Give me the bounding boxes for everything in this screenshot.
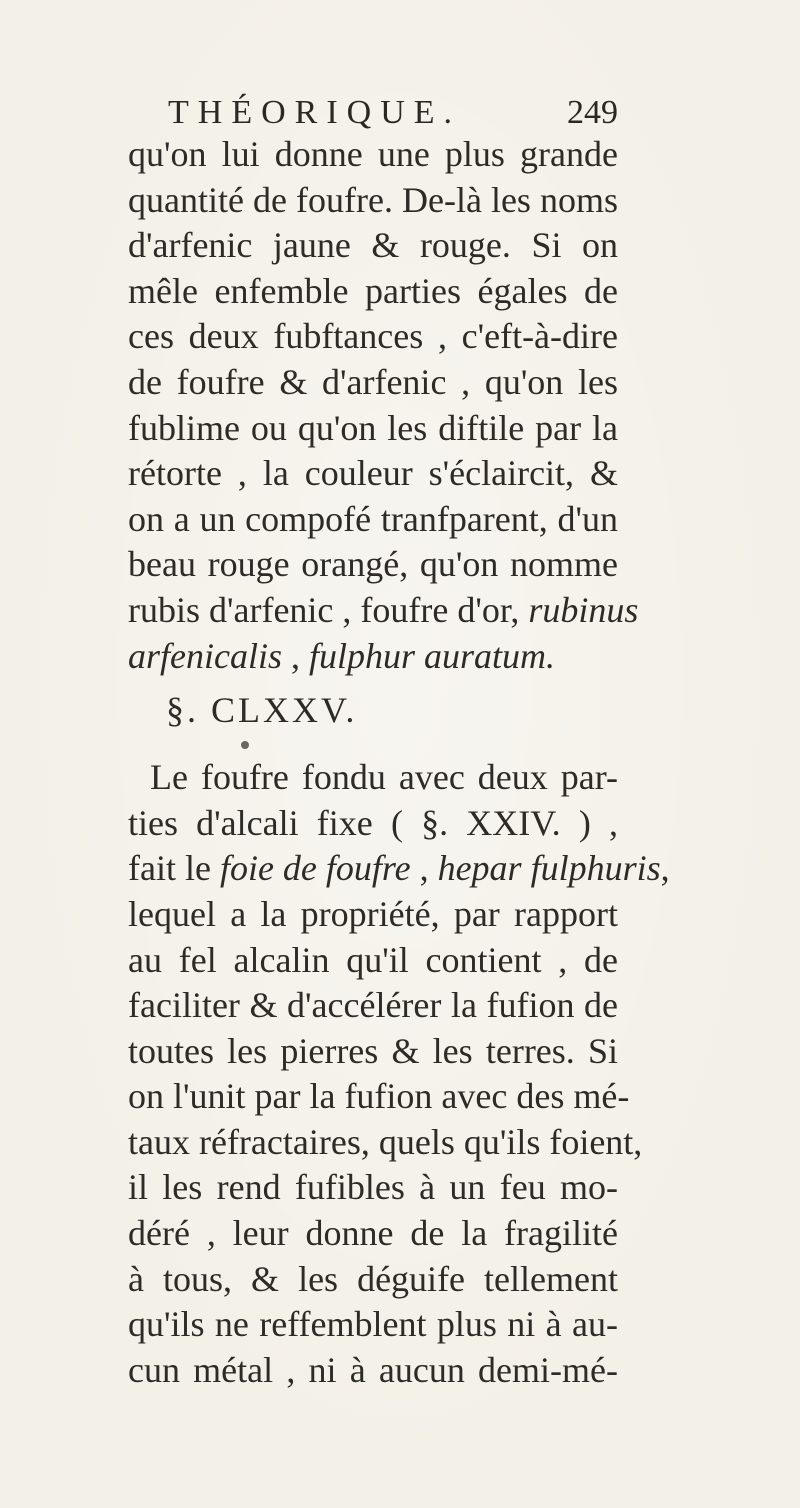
text-line: cun métal , ni à aucun demi-mé- <box>128 1349 618 1390</box>
body-text <box>128 132 670 1393</box>
text-run: rubis d'arfenic , foufre d'or, <box>128 589 520 630</box>
page-number: 249 <box>567 94 618 131</box>
text-line: Le foufre fondu avec deux par- <box>150 757 618 798</box>
section-heading: §. CLXXV. <box>166 690 358 731</box>
text-line: lequel a la propriété, par rapport <box>128 893 618 934</box>
page-header <box>168 88 618 138</box>
text-line: ties d'alcali fixe ( §. XXIV. ) , <box>128 802 618 843</box>
text-line: toutes les pierres & les terres. Si <box>128 1030 618 1071</box>
latin-term: fulphur auratum. <box>308 635 556 676</box>
text-line: on a un compofé tranfparent, d'un <box>128 498 618 539</box>
text-run: , <box>660 848 670 889</box>
paragraph-1 <box>128 132 639 679</box>
text-line: rétorte , la couleur s'éclaircit, & <box>128 453 618 494</box>
text-line: ces deux fubftances , c'eft-à-dire <box>128 316 618 357</box>
text-line: quantité de foufre. De-là les noms <box>128 179 618 220</box>
text-line: mêle enfemble parties égales de <box>128 270 618 311</box>
text-line: beau rouge orangé, qu'on nomme <box>128 544 618 585</box>
text-run: , <box>419 848 429 889</box>
text-line: taux réfractaires, quels qu'ils foient, <box>128 1121 643 1162</box>
latin-term: arfenicalis <box>128 635 282 676</box>
latin-term: rubinus <box>528 589 639 630</box>
text-line: il les rend fufibles à un feu mo- <box>128 1167 618 1208</box>
text-line: d'arfenic jaune & rouge. Si on <box>128 225 618 266</box>
running-title: THÉORIQUE. <box>168 94 462 131</box>
text-line <box>128 846 670 892</box>
text-run: fait le <box>128 848 211 889</box>
text-line: au fel alcalin qu'il contient , de <box>128 939 618 980</box>
text-line: à tous, & les déguife tellement <box>128 1258 618 1299</box>
text-line: de foufre & d'arfenic , qu'on les <box>128 361 618 402</box>
text-line <box>128 634 618 680</box>
paragraph-2 <box>128 755 670 1393</box>
text-line: qu'on lui donne une plus grande <box>128 134 618 174</box>
ornament-dot <box>128 741 618 755</box>
latin-term: hepar fulphuris <box>437 848 661 889</box>
text-line: on l'unit par la fufion avec des mé- <box>128 1076 630 1117</box>
text-line: faciliter & d'accélérer la fufion de <box>128 985 618 1026</box>
french-term: foie de foufre <box>219 848 411 889</box>
text-line <box>128 588 639 634</box>
text-run: , <box>290 635 300 676</box>
text-line: déré , leur donne de la fragilité <box>128 1213 618 1254</box>
text-line: fublime ou qu'on les diftile par la <box>128 407 618 448</box>
text-line: qu'ils ne reffemblent plus ni à au- <box>128 1304 618 1345</box>
